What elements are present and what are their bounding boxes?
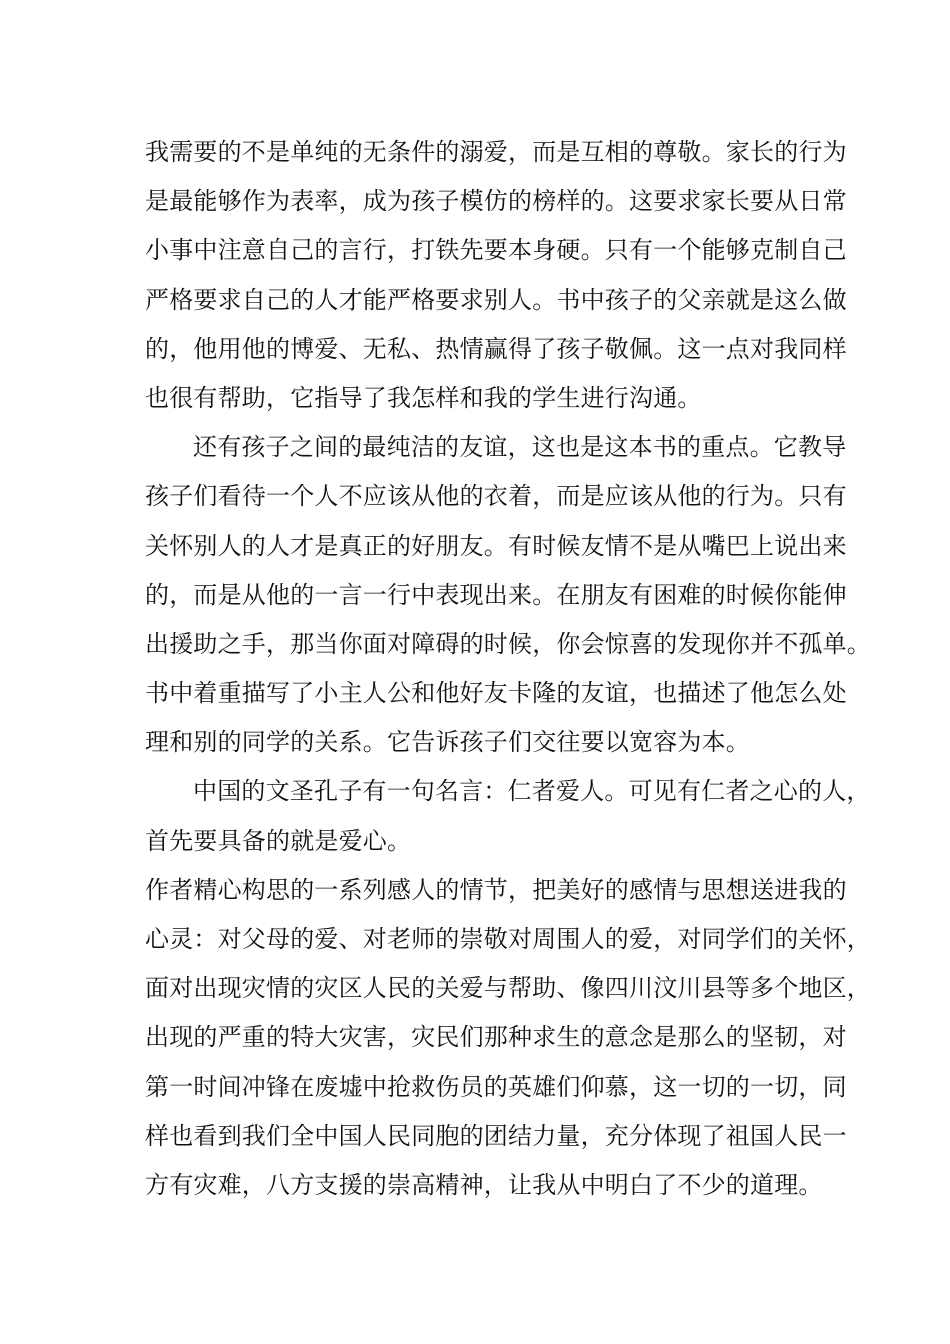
text-line: 面对出现灾情的灾区人民的关爱与帮助、像四川汶川县等多个地区，	[145, 974, 871, 1003]
text-line: 样也看到我们全中国人民同胞的团结力量，充分体现了祖国人民一	[145, 1121, 847, 1150]
text-line: 我需要的不是单纯的无条件的溺爱，而是互相的尊敬。家长的行为	[145, 138, 847, 166]
text-line: 孩子们看待一个人不应该从他的衣着，而是应该从他的行为。只有	[145, 482, 847, 511]
text-line: 心灵：对父母的爱、对老师的崇敬对周围人的爱，对同学们的关怀，	[145, 925, 871, 953]
text-line: 是最能够作为表率，成为孩子模仿的榜样的。这要求家长要从日常	[145, 187, 847, 216]
text-line: 理和别的同学的关系。它告诉孩子们交往要以宽容为本。	[145, 728, 750, 757]
text-line: 还有孩子之间的最纯洁的友谊，这也是这本书的重点。它教导	[193, 433, 847, 462]
text-line: 中国的文圣孔子有一句名言：仁者爱人。可见有仁者之心的人，	[193, 777, 871, 806]
document-body	[145, 128, 871, 1210]
text-line: 作者精心构思的一系列感人的情节，把美好的感情与思想送进我的	[145, 875, 847, 904]
text-line: 出现的严重的特大灾害，灾民们那种求生的意念是那么的坚韧，对	[145, 1023, 847, 1052]
text-line: 严格要求自己的人才能严格要求别人。书中孩子的父亲就是这么做	[145, 285, 847, 314]
text-line: 小事中注意自己的言行，打铁先要本身硬。只有一个能够克制自己	[145, 236, 847, 265]
text-line: 方有灾难，八方支援的崇高精神，让我从中明白了不少的道理。	[145, 1170, 823, 1199]
text-line: 也很有帮助，它指导了我怎样和我的学生进行沟通。	[145, 383, 702, 412]
text-line: 的，他用他的博爱、无私、热情赢得了孩子敬佩。这一点对我同样	[145, 334, 847, 363]
text-line: 首先要具备的就是爱心。	[145, 826, 412, 855]
text-line: 的，而是从他的一言一行中表现出来。在朋友有困难的时候你能伸	[145, 580, 847, 609]
text-line: 关怀别人的人才是真正的好朋友。有时候友情不是从嘴巴上说出来	[145, 531, 847, 560]
text-line: 书中着重描写了小主人公和他好友卡隆的友谊，也描述了他怎么处	[145, 679, 847, 708]
text-line: 出援助之手，那当你面对障碍的时候，你会惊喜的发现你并不孤单。	[145, 629, 871, 658]
text-line: 第一时间冲锋在废墟中抢救伤员的英雄们仰慕，这一切的一切，同	[145, 1072, 847, 1101]
